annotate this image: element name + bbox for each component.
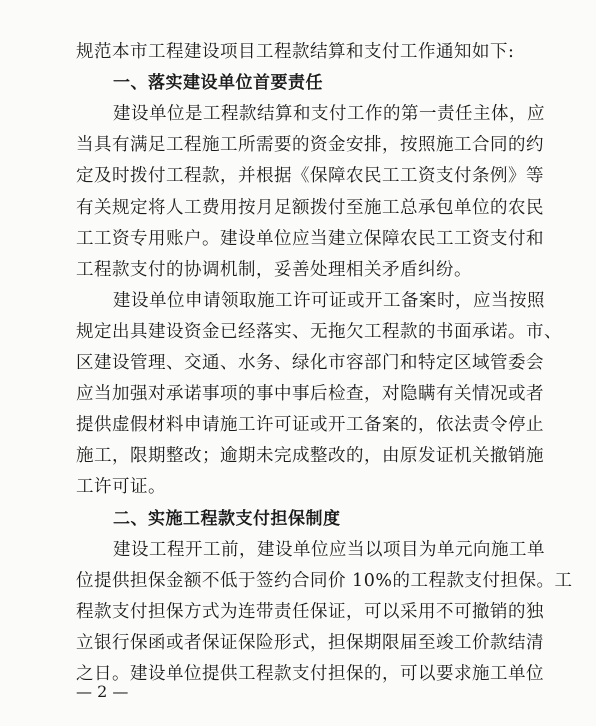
section-1-para-1-line-3: 定及时拨付工程款，并根据《保障农民工工资支付条例》等 [76,166,544,187]
section-2-para-1-line-5: 之日。建设单位提供工程款支付担保的，可以要求施工单位 [76,664,544,684]
section-1-para-2-line-6: 施工，限期整改；逾期未完成整改的，由原发证机关撤销施 [76,446,544,467]
section-1-para-2-line-4: 应当加强对承诺事项的事中事后检查，对隐瞒有关情况或者 [76,384,544,405]
section-1-para-1-line-6: 工程款支付的协调机制，妥善处理相关矛盾纠纷。 [76,259,472,280]
section-2-para-1-line-1: 建设工程开工前，建设单位应当以项目为单元向施工单 [113,539,545,560]
section-2-heading: 二、实施工程款支付担保制度 [113,508,341,529]
section-1-para-1-line-4: 有关规定将人工费用按月足额拨付至施工总承包单位的农民 [76,197,544,218]
section-1-para-1-line-2: 当具有满足工程施工所需要的资金安排，按照施工合同的约 [76,135,544,156]
section-2-para-1-line-4: 立银行保函或者保证保险形式，担保期限届至竣工价款结清 [76,632,544,653]
intro-line: 规范本市工程建设项目工程款结算和支付工作通知如下: [76,42,515,62]
section-1-para-2-line-2: 规定出具建设资金已经落实、无拖欠工程款的书面承诺。市、 [76,321,562,342]
section-1-para-2-line-3: 区建设管理、交通、水务、绿化市容部门和特定区域管委会 [76,353,544,373]
section-1-para-1-line-5: 工工资专用账户。建设单位应当建立保障农民工工资支付和 [76,228,544,249]
section-2-para-1-line-3: 程款支付担保方式为连带责任保证，可以采用不可撤销的独 [76,601,544,622]
section-1-para-2-line-7: 工许可证。 [76,477,166,498]
page-number: — 2 — [76,682,129,701]
section-1-heading: 一、落实建设单位首要责任 [113,73,323,94]
section-1-para-1-line-1: 建设单位是工程款结算和支付工作的第一责任主体，应 [113,104,545,125]
section-1-para-2-line-5: 提供虚假材料申请施工许可证或开工备案的，依法责令停止 [76,415,544,436]
section-1-para-2-line-1: 建设单位申请领取施工许可证或开工备案时，应当按照 [113,290,545,311]
section-2-para-1-line-2: 位提供担保金额不低于签约合同价 10%的工程款支付担保。工 [76,570,573,591]
